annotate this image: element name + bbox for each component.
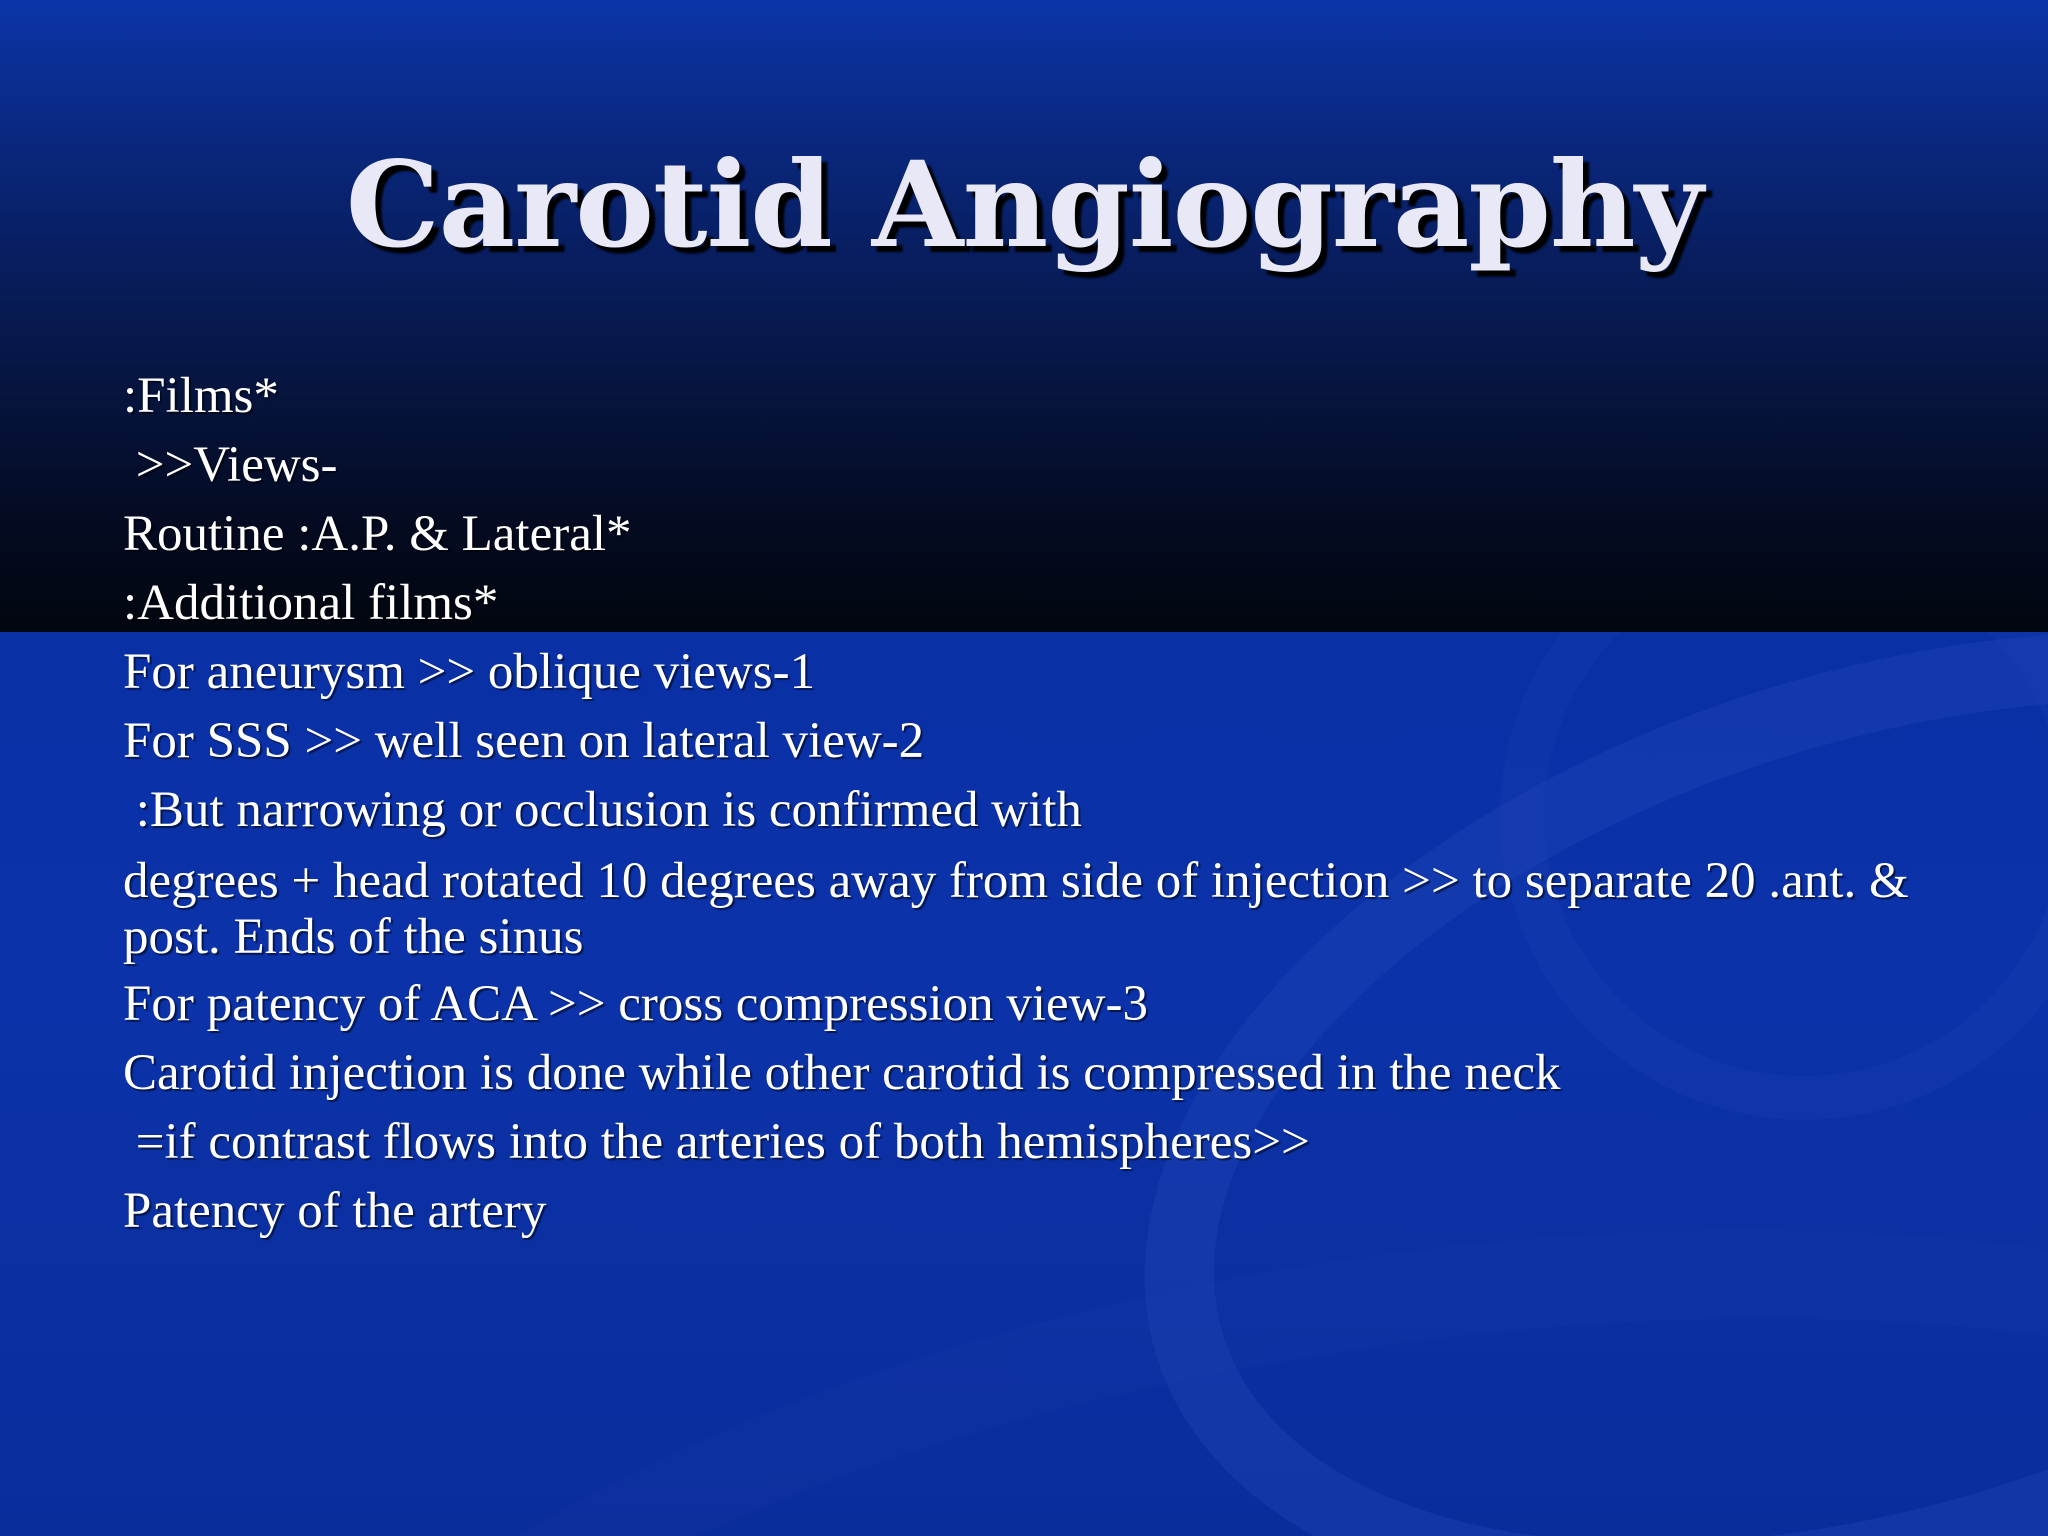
body-line-aca: For patency of ACA >> cross compression view-3 bbox=[123, 976, 1148, 1032]
body-line-routine: Routine :A.P. & Lateral* bbox=[123, 506, 632, 562]
body-line-degrees: degrees + head rotated 10 degrees away from side of injection >> to separate 20 .ant. & post. Ends of the sinus bbox=[123, 853, 1909, 965]
body-line-narrowing: :But narrowing or occlusion is confirmed with bbox=[123, 782, 1082, 838]
body-line-carotid-injection: Carotid injection is done while other carotid is compressed in the neck bbox=[123, 1045, 1561, 1101]
slide-body bbox=[123, 362, 2003, 1246]
body-line-views: >>Views- bbox=[123, 437, 338, 493]
slide-title: Carotid Angiography bbox=[345, 135, 1703, 274]
body-line-contrast-flow: =if contrast flows into the arteries of both hemispheres>> bbox=[123, 1114, 1310, 1170]
body-line-patency: Patency of the artery bbox=[123, 1183, 547, 1239]
body-line-additional-films: :Additional films* bbox=[123, 575, 499, 631]
body-line-aneurysm: For aneurysm >> oblique views-1 bbox=[123, 644, 816, 700]
body-line-sss: For SSS >> well seen on lateral view-2 bbox=[123, 713, 925, 769]
body-line-films: :Films* bbox=[123, 368, 279, 424]
